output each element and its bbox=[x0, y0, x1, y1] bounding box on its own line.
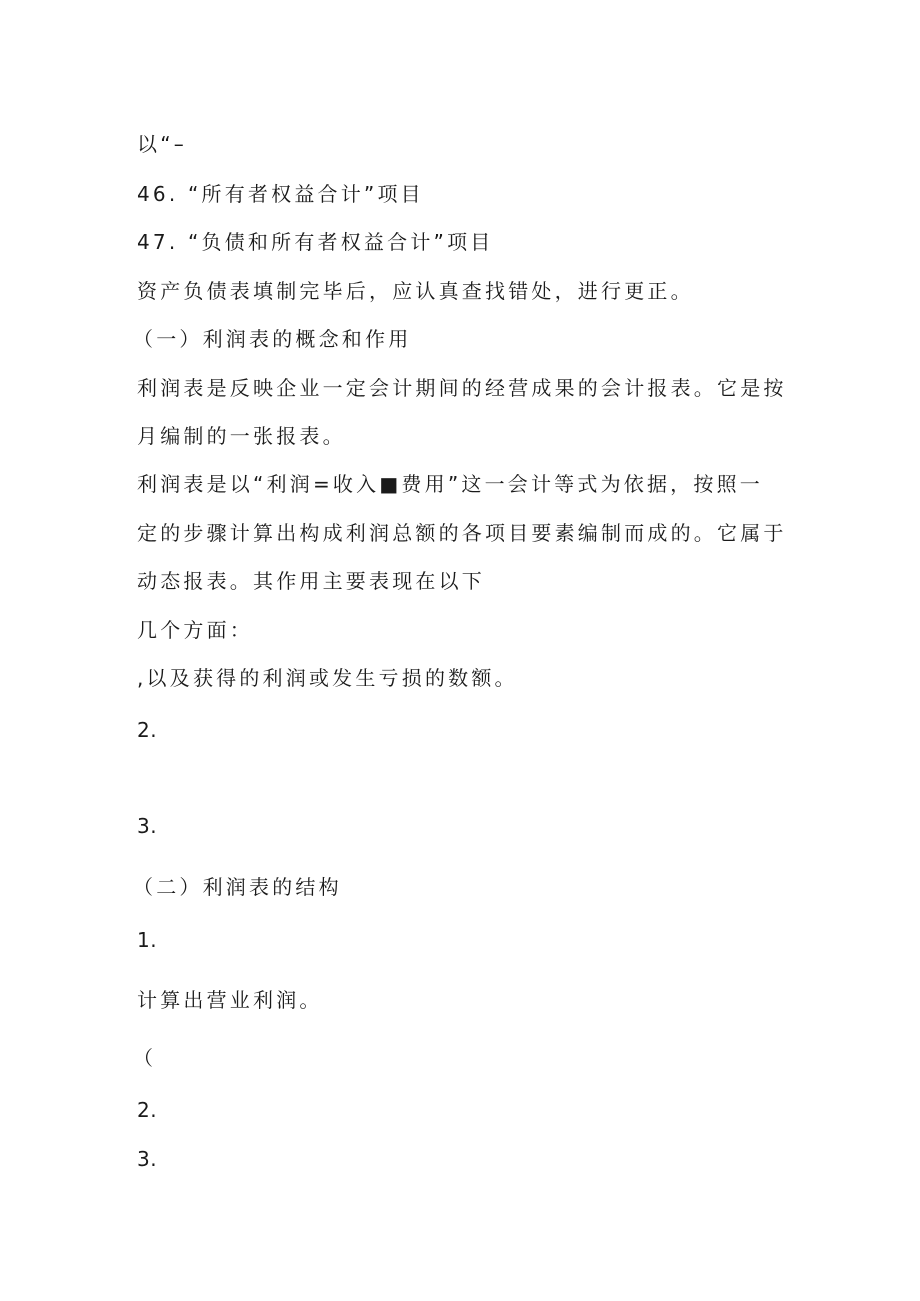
list-number: 1. bbox=[137, 928, 158, 952]
paragraph-line: 利润表是反映企业一定会计期间的经营成果的会计报表。它是按 bbox=[137, 376, 787, 400]
list-number: 3. bbox=[137, 1147, 158, 1171]
paragraph-line: 动态报表。其作用主要表现在以下 bbox=[137, 569, 485, 593]
paragraph-line: ,以及获得的利润或发生亏损的数额。 bbox=[137, 666, 518, 690]
paragraph-line: 资产负债表填制完毕后，应认真查找错处，进行更正。 bbox=[137, 279, 694, 303]
list-item-46: 46. “所有者权益合计”项目 bbox=[137, 182, 424, 206]
section-heading-1: （一）利润表的概念和作用 bbox=[133, 327, 412, 351]
list-number: 2. bbox=[137, 1098, 158, 1122]
paragraph-line: 利润表是以“利润=收入■费用”这一会计等式为依据，按照一 bbox=[137, 472, 763, 496]
paragraph-line: 定的步骤计算出构成利润总额的各项目要素编制而成的。它属于 bbox=[137, 521, 787, 545]
paragraph-line: 月编制的一张报表。 bbox=[137, 424, 346, 448]
text-line: 以“– bbox=[137, 132, 187, 156]
list-number: 3. bbox=[137, 814, 158, 838]
list-number: 2. bbox=[137, 718, 158, 742]
list-item-47: 47. “负债和所有者权益合计”项目 bbox=[137, 230, 494, 254]
paragraph-line: 几个方面： bbox=[137, 618, 253, 642]
paragraph-line: （ bbox=[133, 1046, 157, 1070]
paragraph-line: 计算出营业利润。 bbox=[137, 988, 323, 1012]
section-heading-2: （二）利润表的结构 bbox=[133, 875, 342, 899]
